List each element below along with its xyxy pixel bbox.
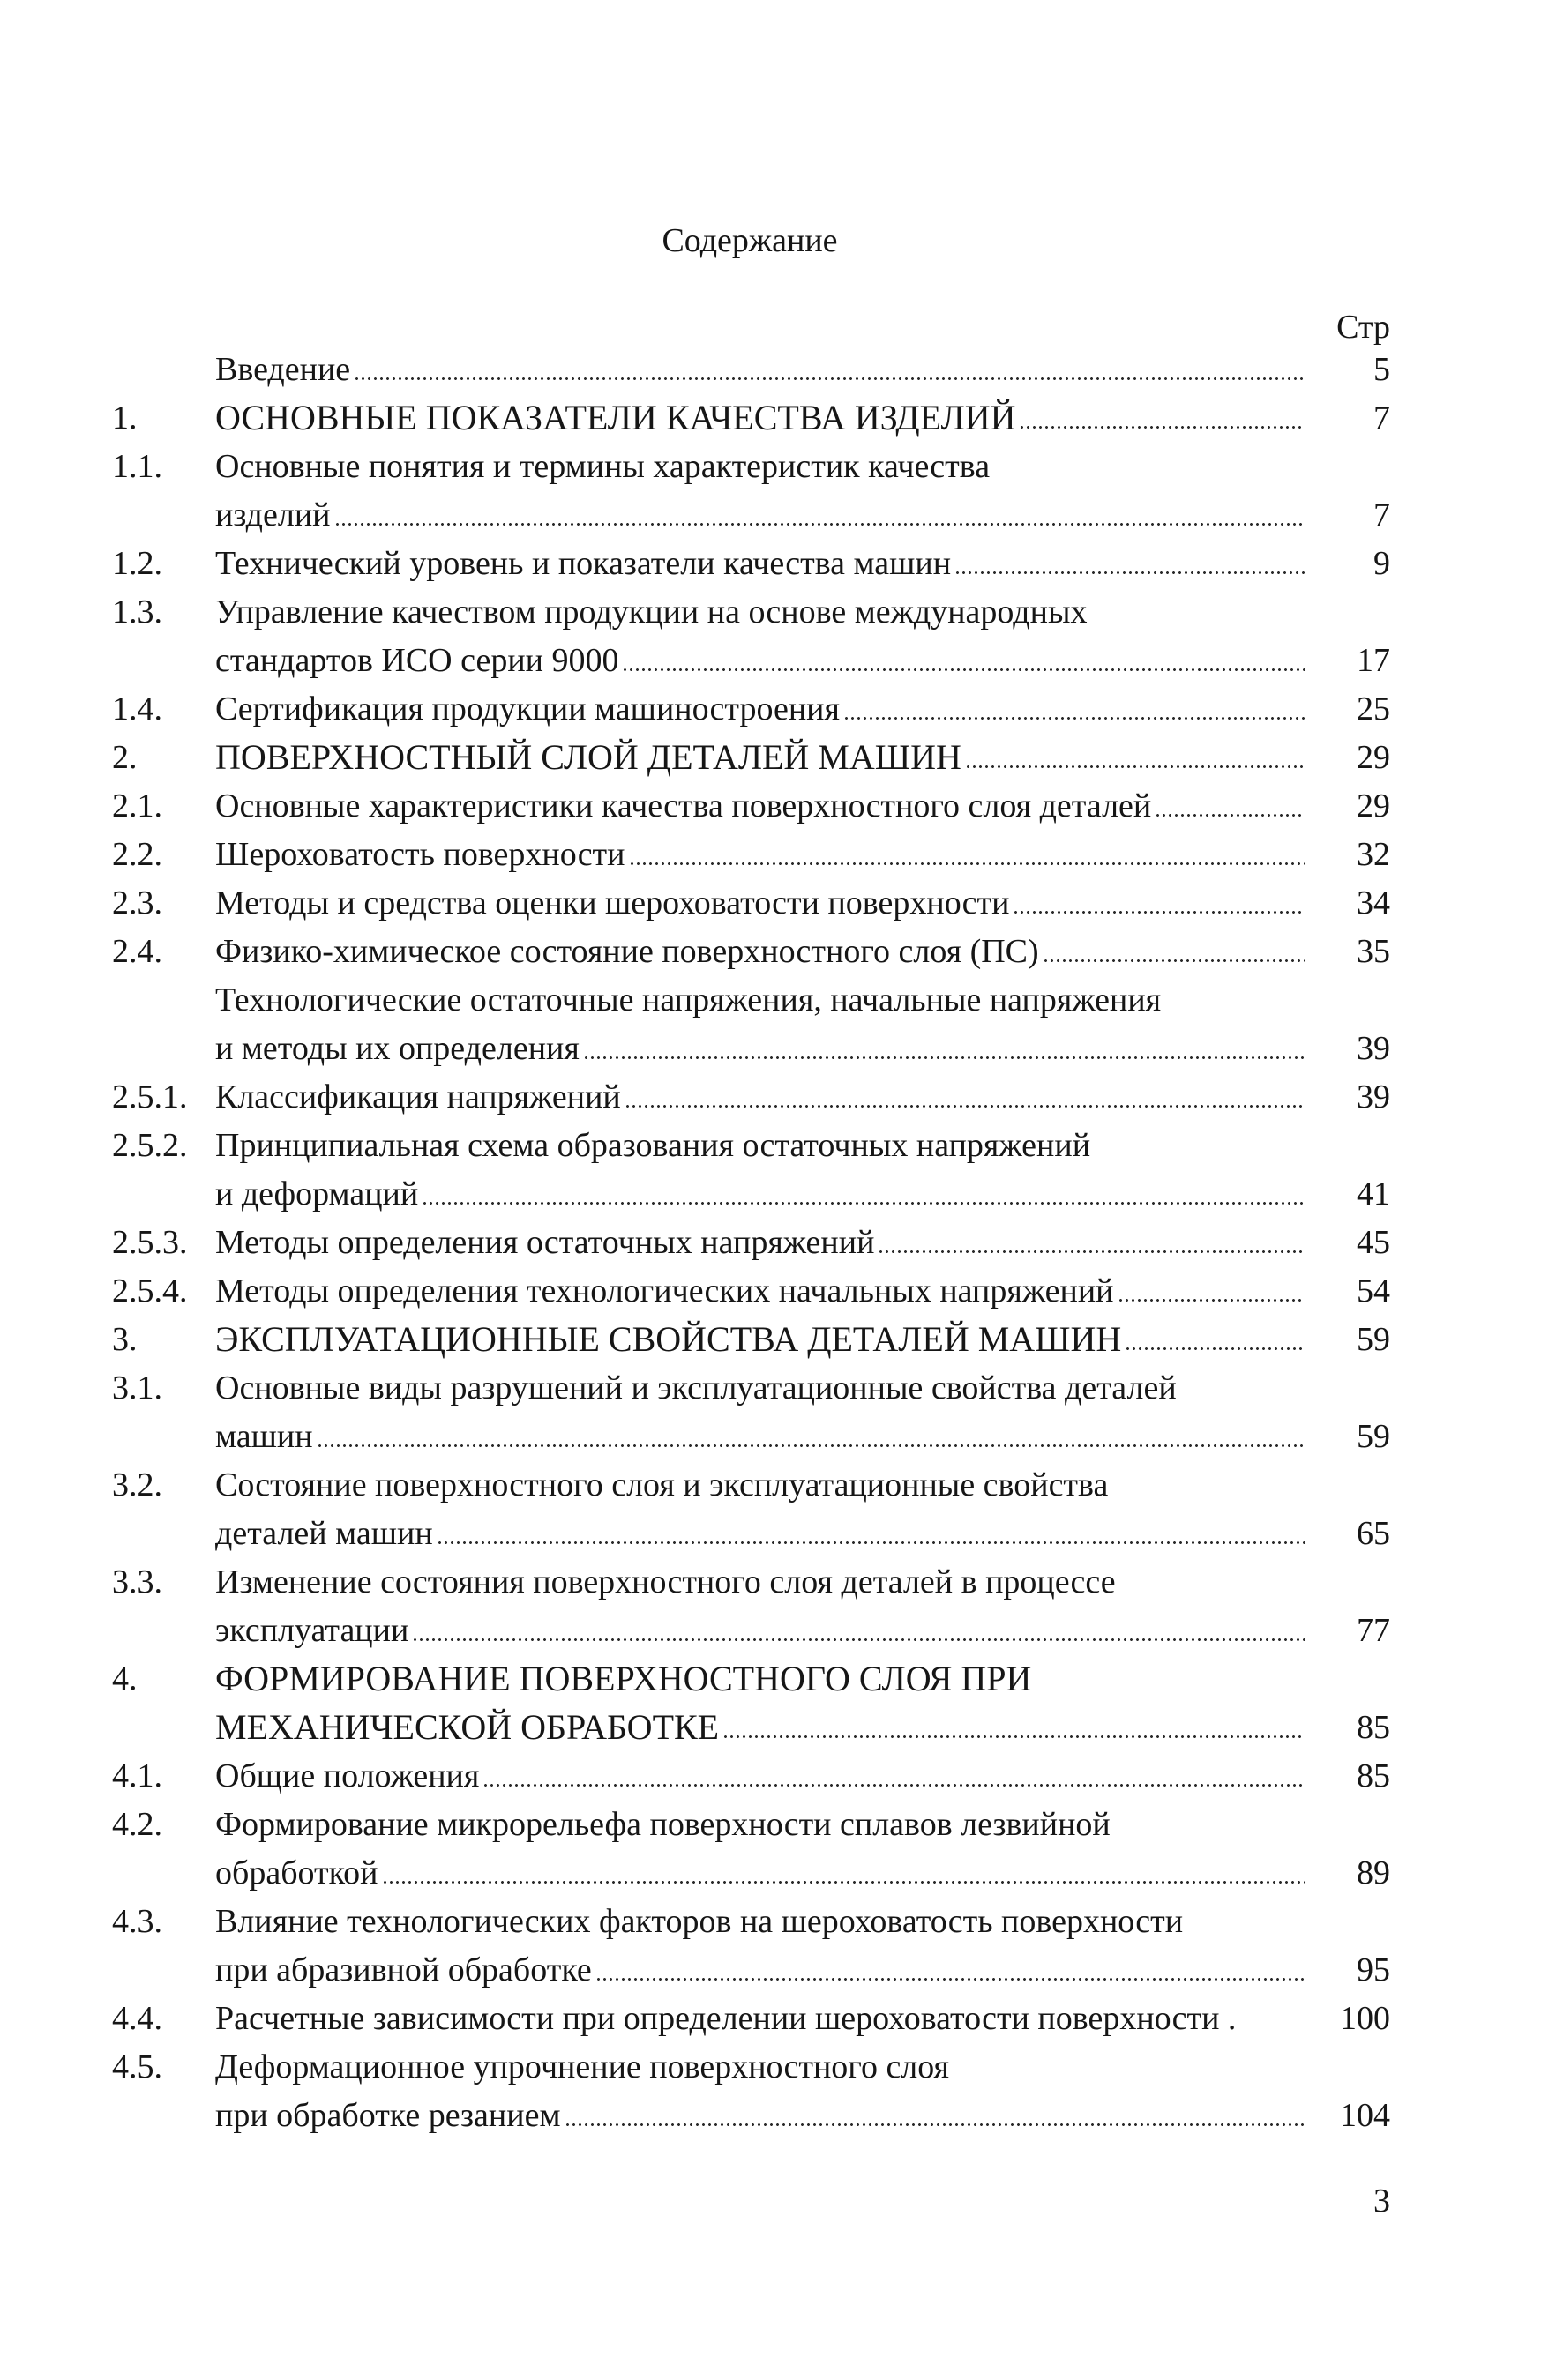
toc-entry-1-4	[215, 688, 1307, 730]
toc-number: 2.4.	[112, 933, 162, 970]
toc-entry-title-cont: стандартов ИСО серии 9000	[215, 642, 619, 679]
toc-entry-2-5-1	[215, 1076, 1307, 1118]
toc-page-number: 85	[1357, 1709, 1390, 1746]
dot-leader	[422, 1202, 1305, 1205]
toc-number: 2.	[112, 739, 138, 776]
toc-page-number: 39	[1357, 1078, 1390, 1115]
toc-number: 1.3.	[112, 593, 162, 630]
page-title: Содержание	[662, 222, 838, 259]
toc-entry-2-5-line-2	[215, 1027, 1307, 1070]
toc-number: 3.	[112, 1321, 138, 1358]
toc-entry-1-3-line-2	[215, 639, 1307, 682]
toc-entry-4-2-line-2	[215, 1852, 1307, 1894]
dot-leader	[317, 1444, 1305, 1447]
toc-number: 4.1.	[112, 1757, 162, 1794]
dot-leader	[629, 862, 1306, 865]
toc-page-number: 29	[1357, 787, 1390, 824]
toc-number: 1.	[112, 399, 138, 436]
toc-entry-1	[215, 397, 1307, 439]
toc-number: 4.3.	[112, 1903, 162, 1940]
toc-number: 3.3.	[112, 1563, 162, 1600]
dot-leader	[965, 765, 1305, 768]
toc-entry-title: ЭКСПЛУАТАЦИОННЫЕ СВОЙСТВА ДЕТАЛЕЙ МАШИН	[215, 1319, 1122, 1359]
toc-page-number: 95	[1357, 1951, 1390, 1988]
toc-entry-3-2-line-1	[215, 1464, 1307, 1506]
toc-page-number: 7	[1373, 399, 1390, 436]
toc-page-number: 77	[1357, 1612, 1390, 1649]
toc-entry-2-1	[215, 785, 1307, 827]
toc-entry-title: Деформационное упрочнение поверхностного слоя	[215, 2048, 950, 2085]
toc-number: 3.1.	[112, 1369, 162, 1406]
toc-entry-title: Введение	[215, 351, 351, 388]
toc-entry-title: Сертификация продукции машиностроения	[215, 690, 840, 727]
dot-leader	[334, 523, 1306, 526]
toc-entry-title: Основные виды разрушений и эксплуатационные свойства деталей	[215, 1369, 1177, 1406]
toc-entry-2-3	[215, 882, 1307, 924]
toc-entry-3-2-line-2	[215, 1512, 1307, 1555]
toc-entry-title-cont: обработкой	[215, 1854, 378, 1891]
toc-entry-title-cont: эксплуатации	[215, 1612, 409, 1649]
toc-number: 2.3.	[112, 884, 162, 921]
toc-entry-2-5-3	[215, 1221, 1307, 1264]
toc-entry-4-line-1	[215, 1658, 1307, 1700]
toc-entry-4-5-line-2	[215, 2094, 1307, 2137]
toc-entry-title: Принципиальная схема образования остаточных напряжений	[215, 1127, 1091, 1164]
dot-leader	[382, 1881, 1305, 1884]
dot-leader	[583, 1056, 1305, 1059]
toc-page-number: 5	[1373, 351, 1390, 388]
toc-entry-4-line-2	[215, 1706, 1307, 1749]
toc-entry-title: Методы определения технологических начальных напряжений	[215, 1272, 1114, 1309]
toc-entry-title-cont: деталей машин	[215, 1515, 433, 1552]
toc-number: 4.2.	[112, 1806, 162, 1843]
toc-entry-title: Методы определения остаточных напряжений	[215, 1224, 875, 1261]
toc-entry-title: Состояние поверхностного слоя и эксплуатационные свойства	[215, 1466, 1109, 1503]
toc-entry-4-3-line-1	[215, 1900, 1307, 1943]
dot-leader	[622, 668, 1305, 671]
toc-entry-4-4	[215, 1997, 1307, 2040]
dot-leader	[954, 571, 1305, 574]
page-column-label: Стр	[1336, 309, 1390, 346]
toc-page-number: 35	[1357, 933, 1390, 970]
toc-page-number: 9	[1373, 545, 1390, 582]
toc-number: 1.4.	[112, 690, 162, 727]
toc-entry-title: Изменение состояния поверхностного слоя деталей в процессе	[215, 1563, 1116, 1600]
toc-entry-title: Технологические остаточные напряжения, начальные напряжения	[215, 981, 1162, 1018]
toc-page-number: 25	[1357, 690, 1390, 727]
toc-page-number: 89	[1357, 1854, 1390, 1891]
toc-entry-title: Методы и средства оценки шероховатости поверхности	[215, 884, 1010, 921]
toc-page-number: 32	[1357, 836, 1390, 873]
toc-entry-title: Шероховатость поверхности	[215, 836, 625, 873]
toc-entry-title-cont: при обработке резанием	[215, 2097, 561, 2134]
toc-entry-title-cont: при абразивной обработке	[215, 1951, 592, 1988]
toc-entry-title-cont: и деформаций	[215, 1175, 419, 1212]
dot-leader	[843, 717, 1305, 720]
toc-number: 2.2.	[112, 836, 162, 873]
dot-leader	[878, 1250, 1305, 1253]
toc-entry-title: Общие положения	[215, 1757, 480, 1794]
toc-entry-2-4	[215, 930, 1307, 973]
toc-entry-title: Влияние технологических факторов на шероховатость поверхности	[215, 1903, 1184, 1940]
toc-number: 2.5.4.	[112, 1272, 188, 1309]
toc-entry-title: Расчетные зависимости при определении шероховатости поверхности .	[215, 2000, 1237, 2037]
toc-page-number: 104	[1340, 2097, 1390, 2134]
toc-page-number: 59	[1357, 1418, 1390, 1455]
toc-entry-4-2-line-1	[215, 1803, 1307, 1846]
toc-entry-1-2	[215, 542, 1307, 585]
toc-page-number: 54	[1357, 1272, 1390, 1309]
toc-entry-4-3-line-2	[215, 1949, 1307, 1991]
dot-leader	[625, 1105, 1305, 1108]
toc-entry-1-1-line-1	[215, 445, 1307, 488]
toc-entry-title: ОСНОВНЫЕ ПОКАЗАТЕЛИ КАЧЕСТВА ИЗДЕЛИЙ	[215, 398, 1016, 437]
toc-entry-2-2	[215, 833, 1307, 876]
dot-leader	[595, 1978, 1305, 1981]
toc-entry-title-cont: машин	[215, 1418, 313, 1455]
toc-entry-4-1	[215, 1755, 1307, 1797]
toc-entry-1-3-line-1	[215, 591, 1307, 633]
toc-entry-3-3-line-2	[215, 1609, 1307, 1652]
footer-page-number: 3	[1373, 2182, 1390, 2220]
toc-entry-3-3-line-1	[215, 1561, 1307, 1603]
toc-number: 1.2.	[112, 545, 162, 582]
toc-page-number: 85	[1357, 1757, 1390, 1794]
toc-entry-3-1-line-1	[215, 1367, 1307, 1409]
dot-leader	[1155, 814, 1305, 817]
toc-number: 1.1.	[112, 448, 162, 485]
toc-entry-2-5-2-line-1	[215, 1124, 1307, 1167]
dot-leader	[1019, 426, 1305, 429]
toc-page-number: 17	[1357, 642, 1390, 679]
toc-number: 2.5.1.	[112, 1078, 188, 1115]
toc-number: 2.5.3.	[112, 1224, 188, 1261]
dot-leader	[1125, 1347, 1305, 1350]
toc-page-number: 7	[1373, 496, 1390, 533]
toc-number: 4.4.	[112, 2000, 162, 2037]
toc-page-number: 100	[1340, 2000, 1390, 2037]
dot-leader	[1043, 959, 1305, 962]
toc-number: 4.5.	[112, 2048, 162, 2085]
toc-entry-intro	[215, 348, 1307, 391]
dot-leader	[412, 1638, 1305, 1641]
toc-entry-3-1-line-2	[215, 1415, 1307, 1458]
toc-page-number: 59	[1357, 1321, 1390, 1358]
toc-page-number: 39	[1357, 1030, 1390, 1067]
dot-leader	[437, 1541, 1305, 1544]
toc-entry-title: Управление качеством продукции на основе международных	[215, 593, 1088, 630]
toc-number: 3.2.	[112, 1466, 162, 1503]
toc-page-number: 45	[1357, 1224, 1390, 1261]
dot-leader	[354, 377, 1305, 380]
toc-entry-title: Основные характеристики качества поверхностного слоя деталей	[215, 787, 1152, 824]
toc-entry-3	[215, 1318, 1307, 1361]
toc-number: 4.	[112, 1660, 138, 1697]
toc-number: 2.5.2.	[112, 1127, 188, 1164]
toc-entry-title: ПОВЕРХНОСТНЫЙ СЛОЙ ДЕТАЛЕЙ МАШИН	[215, 737, 961, 777]
toc-entry-1-1-line-2	[215, 494, 1307, 536]
toc-entry-2-5-line-1	[215, 979, 1307, 1021]
toc-entry-title: Формирование микрорельефа поверхности сплавов лезвийной	[215, 1806, 1111, 1843]
toc-page-number: 41	[1357, 1175, 1390, 1212]
toc-entry-title-cont: и методы их определения	[215, 1030, 580, 1067]
toc-entry-title: Классификация напряжений	[215, 1078, 621, 1115]
toc-page-number: 29	[1357, 739, 1390, 776]
toc-entry-title-cont: изделий	[215, 496, 331, 533]
toc-entry-2-5-2-line-2	[215, 1173, 1307, 1215]
dot-leader	[722, 1735, 1305, 1738]
toc-page-number: 65	[1357, 1515, 1390, 1552]
toc-entry-2	[215, 736, 1307, 779]
dot-leader	[1118, 1299, 1306, 1302]
toc-entry-title: Основные понятия и термины характеристик качества	[215, 448, 991, 485]
dot-leader	[565, 2123, 1306, 2126]
dot-leader	[1013, 911, 1305, 914]
dot-leader	[482, 1784, 1305, 1787]
toc-number: 2.1.	[112, 787, 162, 824]
toc-entry-title-cont: МЕХАНИЧЕСКОЙ ОБРАБОТКЕ	[215, 1707, 720, 1747]
toc-entry-title: Физико-химическое состояние поверхностного слоя (ПС)	[215, 933, 1039, 970]
toc-entry-title: ФОРМИРОВАНИЕ ПОВЕРХНОСТНОГО СЛОЯ ПРИ	[215, 1659, 1032, 1698]
toc-page-number: 34	[1357, 884, 1390, 921]
toc-entry-title: Технический уровень и показатели качества машин	[215, 545, 952, 582]
toc-entry-4-5-line-1	[215, 2046, 1307, 2088]
toc-entry-2-5-4	[215, 1270, 1307, 1312]
